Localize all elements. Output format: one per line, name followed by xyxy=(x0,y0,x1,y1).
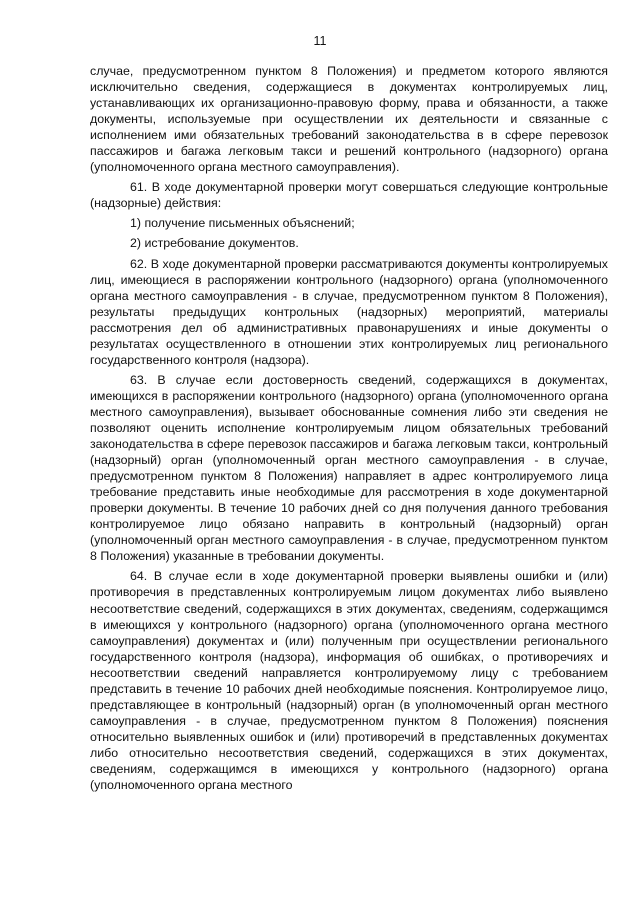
list-item-1: 1) получение письменных объяснений; xyxy=(130,216,355,231)
paragraph-61: 61. В ходе документарной проверки могут совершаться следующие контрольные (надзорные) действия: xyxy=(90,180,608,211)
paragraph-64: 64. В случае если в ходе документарной проверки выявлены ошибки и (или) противоречия в представленных контролируемым лицом документах либо выявлено несоответствие сведений, содержащихся в этих документах, сведениям, содержащимся в имеющихся у контрольного (надзорного) органа (уполномоченного органа местного самоуправления) документах и (или) полученным при осуществлении регионального государственного контроля (надзора), информация об ошибках, о противоречиях и несоответствии сведений направляется контролируемому лицу с требованием представить в течение 10 рабочих дней необходимые пояснения. Контролируемое лицо, представляющее в контрольный (надзорный) орган (в уполномоченный орган местного самоуправления - в случае, предусмотренном пунктом 8 Положения) пояснения относительно выявленных ошибок и (или) противоречий в представленных документах либо относительно несоответствия сведений, содержащихся в этих документах, сведениям, содержащимся в имеющихся у контрольного (надзорного) органа (уполномоченного органа местного xyxy=(90,569,608,793)
paragraph-63: 63. В случае если достоверность сведений, содержащихся в документах, имеющихся в распоряжении контрольного (надзорного) органа (уполномоченного органа местного самоуправления), вызывает обоснованные сомнения либо эти сведения не позволяют оценить исполнение контролируемым лицом обязательных требований законодательства в сфере перевозок пассажиров и багажа легковым такси, контрольный (надзорный) орган (уполномоченный орган местного самоуправления - в случае, предусмотренном пунктом 8 Положения) направляет в адрес контролируемого лица требование представить иные необходимые для рассмотрения в ходе документарной проверки документы. В течение 10 рабочих дней со дня получения данного требования контролируемое лицо обязано направить в контрольный (надзорный) орган (уполномоченный орган местного самоуправления - в случае, предусмотренном пунктом 8 Положения) указанные в требовании документы. xyxy=(90,372,608,564)
paragraph-continued: случае, предусмотренном пунктом 8 Положения) и предметом которого являются исключительно сведения, содержащиеся в документах контролируемых лиц, устанавливающих их организационно-правовую форму, права и обязанности, а также документы, используемые при осуществлении их деятельности и связанные с исполнением ими обязательных требований законодательства в в сфере перевозок пассажиров и багажа легковым такси и решений контрольного (надзорного) органа (уполномоченного органа местного самоуправления). xyxy=(90,64,608,175)
page-number: 11 xyxy=(313,34,327,48)
document-body xyxy=(90,63,608,793)
paragraph-62: 62. В ходе документарной проверки рассматриваются документы контролируемых лиц, имеющиеся в распоряжении контрольного (надзорного) органа (уполномоченного органа местного самоуправления - в случае, предусмотренном пунктом 8 Положения), результаты предыдущих контрольных (надзорных) мероприятий, материалы рассмотрения дел об административных правонарушениях и иные документы о результатах осуществленного в отношении этих контролируемых лиц регионального государственного контроля (надзора). xyxy=(90,256,608,367)
list-item-2: 2) истребование документов. xyxy=(130,236,299,251)
